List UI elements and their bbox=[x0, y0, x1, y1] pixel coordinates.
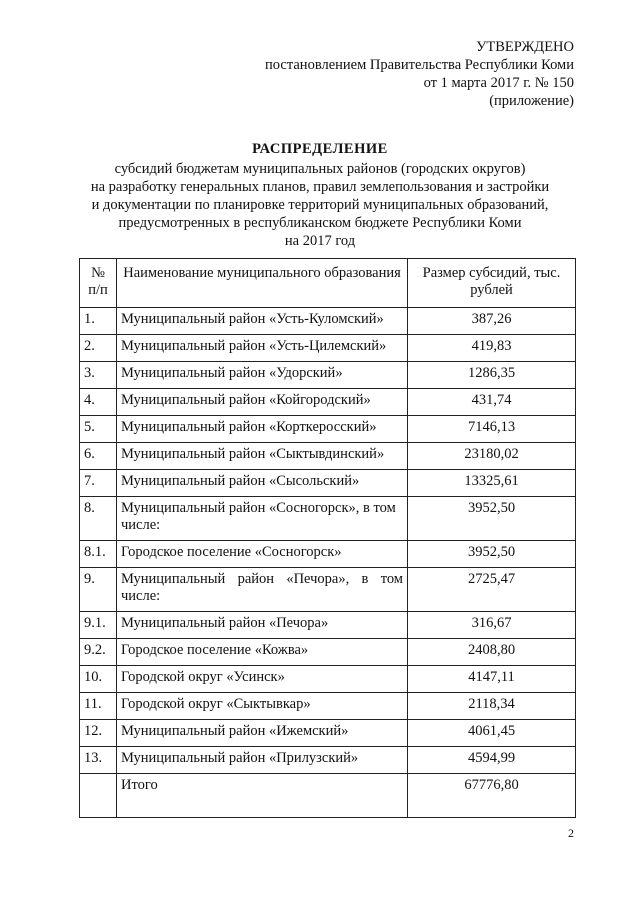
table-row bbox=[80, 335, 576, 362]
row-sum: 3952,50 bbox=[408, 497, 576, 541]
row-number: 5. bbox=[80, 416, 117, 443]
approval-title: УТВЕРЖДЕНО bbox=[476, 39, 574, 55]
table-row bbox=[80, 389, 576, 416]
total-label: Итого bbox=[117, 774, 408, 818]
table-header-row bbox=[80, 259, 576, 308]
row-name: Городское поселение «Сосногорск» bbox=[117, 541, 408, 568]
row-number: 6. bbox=[80, 443, 117, 470]
row-number: 3. bbox=[80, 362, 117, 389]
subtitle-line: и документации по планировке территорий муниципальных образований, bbox=[91, 197, 549, 213]
subtitle-line: на 2017 год bbox=[284, 233, 356, 249]
row-name: Муниципальный район «Прилузский» bbox=[117, 747, 408, 774]
row-number: 9.1. bbox=[80, 612, 117, 639]
approval-stamp bbox=[265, 38, 574, 110]
row-sum: 1286,35 bbox=[408, 362, 576, 389]
table-row bbox=[80, 470, 576, 497]
row-name: Муниципальный район «Печора» bbox=[117, 612, 408, 639]
row-name: Городской округ «Сыктывкар» bbox=[117, 693, 408, 720]
table-row bbox=[80, 497, 576, 541]
row-sum: 2118,34 bbox=[408, 693, 576, 720]
row-name: Муниципальный район «Усть-Куломский» bbox=[117, 308, 408, 335]
row-number: 2. bbox=[80, 335, 117, 362]
subtitle-line: на разработку генеральных планов, правил землепользования и застройки bbox=[90, 179, 550, 195]
row-name: Муниципальный район «Сыктывдинский» bbox=[117, 443, 408, 470]
subtitle-line: субсидий бюджетам муниципальных районов (городских округов) bbox=[114, 161, 526, 177]
approval-note: (приложение) bbox=[489, 93, 574, 109]
total-sum: 67776,80 bbox=[408, 774, 576, 818]
table-row bbox=[80, 416, 576, 443]
table-row bbox=[80, 443, 576, 470]
approval-decree: постановлением Правительства Республики Коми bbox=[265, 57, 574, 73]
table-row bbox=[80, 639, 576, 666]
row-sum: 4594,99 bbox=[408, 747, 576, 774]
row-number: 9.2. bbox=[80, 639, 117, 666]
row-name: Городское поселение «Кожва» bbox=[117, 639, 408, 666]
table-row bbox=[80, 720, 576, 747]
row-sum: 23180,02 bbox=[408, 443, 576, 470]
table-row bbox=[80, 693, 576, 720]
row-sum: 4061,45 bbox=[408, 720, 576, 747]
header-number: № п/п bbox=[80, 259, 117, 308]
row-name: Муниципальный район «Койгородский» bbox=[117, 389, 408, 416]
row-sum: 13325,61 bbox=[408, 470, 576, 497]
page-number: 2 bbox=[568, 826, 574, 840]
row-number: 13. bbox=[80, 747, 117, 774]
row-name: Муниципальный район «Усть-Цилемский» bbox=[117, 335, 408, 362]
approval-date: от 1 марта 2017 г. № 150 bbox=[423, 75, 574, 91]
distribution-table bbox=[79, 258, 576, 818]
row-name: Муниципальный район «Удорский» bbox=[117, 362, 408, 389]
row-sum: 419,83 bbox=[408, 335, 576, 362]
row-sum: 3952,50 bbox=[408, 541, 576, 568]
row-name: Муниципальный район «Сысольский» bbox=[117, 470, 408, 497]
row-sum: 316,67 bbox=[408, 612, 576, 639]
row-number: 4. bbox=[80, 389, 117, 416]
table-row bbox=[80, 612, 576, 639]
row-number: 7. bbox=[80, 470, 117, 497]
document-title bbox=[40, 140, 600, 250]
row-number: 12. bbox=[80, 720, 117, 747]
row-number: 10. bbox=[80, 666, 117, 693]
subtitle-line: предусмотренных в республиканском бюджете Республики Коми bbox=[118, 215, 522, 231]
document-heading: РАСПРЕДЕЛЕНИЕ bbox=[252, 141, 388, 157]
row-name: Муниципальный район «Ижемский» bbox=[117, 720, 408, 747]
row-name: Муниципальный район «Сосногорск», в том числе: bbox=[117, 497, 408, 541]
row-number: 8. bbox=[80, 497, 117, 541]
row-sum: 7146,13 bbox=[408, 416, 576, 443]
table-row bbox=[80, 362, 576, 389]
row-name: Муниципальный район «Печора», в том числе: bbox=[117, 568, 408, 612]
row-number: 8.1. bbox=[80, 541, 117, 568]
table-row bbox=[80, 568, 576, 612]
row-sum: 4147,11 bbox=[408, 666, 576, 693]
row-number: 1. bbox=[80, 308, 117, 335]
total-number bbox=[80, 774, 117, 818]
row-sum: 2725,47 bbox=[408, 568, 576, 612]
row-number: 9. bbox=[80, 568, 117, 612]
header-sum: Размер субсидий, тыс. рублей bbox=[408, 259, 576, 308]
table-row bbox=[80, 541, 576, 568]
table-row bbox=[80, 666, 576, 693]
row-number: 11. bbox=[80, 693, 117, 720]
row-name: Муниципальный район «Корткеросский» bbox=[117, 416, 408, 443]
row-name: Городской округ «Усинск» bbox=[117, 666, 408, 693]
table-row bbox=[80, 747, 576, 774]
row-sum: 2408,80 bbox=[408, 639, 576, 666]
row-sum: 431,74 bbox=[408, 389, 576, 416]
table-row bbox=[80, 308, 576, 335]
row-sum: 387,26 bbox=[408, 308, 576, 335]
header-name: Наименование муниципального образования bbox=[117, 259, 408, 308]
total-row bbox=[80, 774, 576, 818]
